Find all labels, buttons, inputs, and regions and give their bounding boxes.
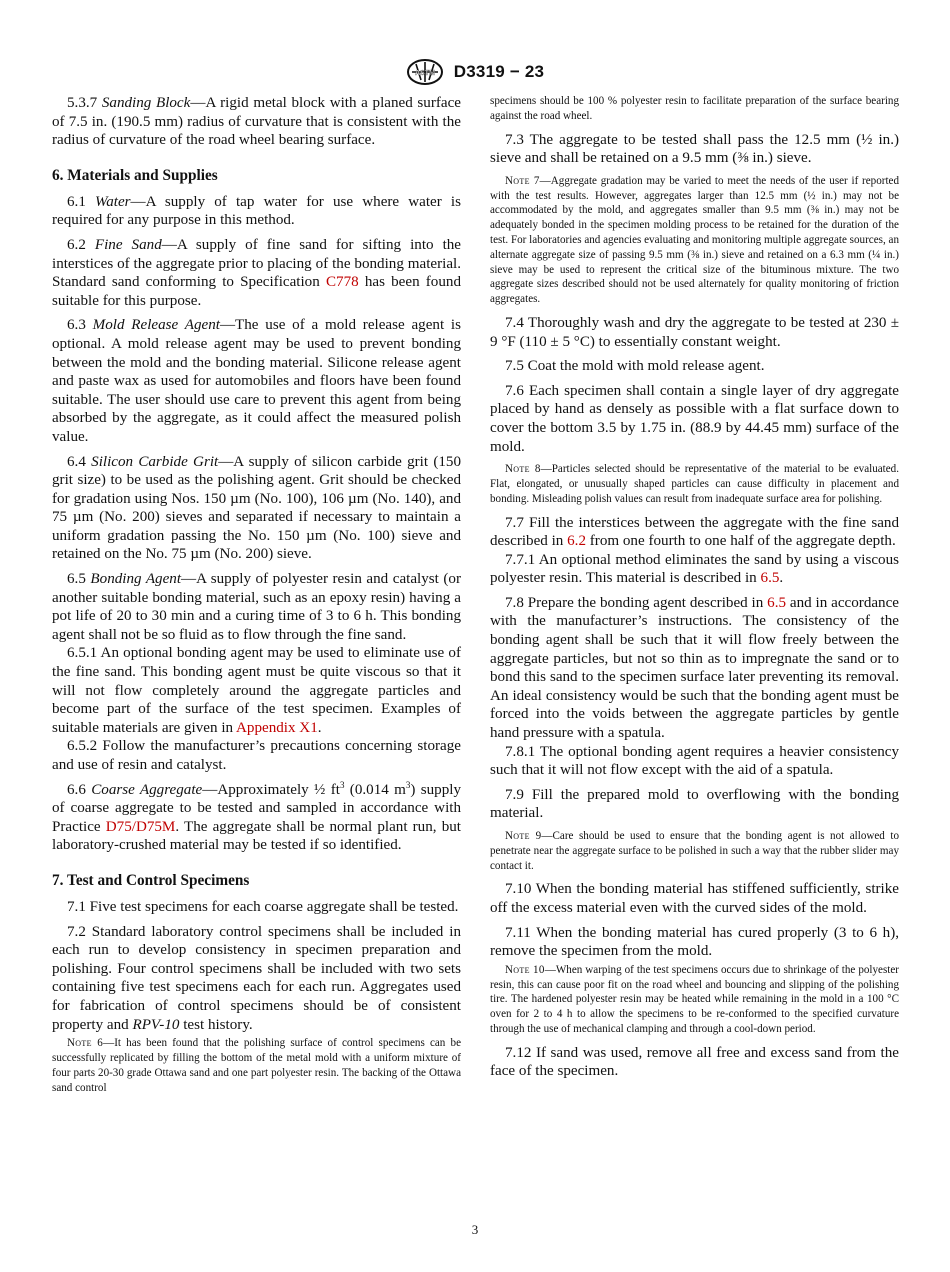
paragraph-7-6: 7.6 Each specimen shall contain a single layer of dry aggregate placed by hand as densely as possible with a flat surface down to cover the bottom 3.5 by 1.75 in. (88.9 by 44.45 mm) surface of the mold.	[490, 382, 899, 455]
note-8: Note 8—Particles selected should be representative of the material to be evaluated. Flat, elongated, or unusually shaped particles can cause difficulty in placement and bonding. Misleading polish values can result from inadequate surface area for polishing.	[490, 463, 899, 505]
paragraph-7-5: 7.5 Coat the mold with mold release agent.	[505, 358, 765, 375]
note-6-continued: specimens should be 100 % polyester resin to facilitate preparation of the surface bearing against the road wheel.	[490, 95, 899, 122]
section-heading-specimens: 7. Test and Control Specimens	[52, 871, 250, 889]
link-6-2[interactable]: 6.2	[567, 533, 586, 550]
paragraph-7-9: 7.9 Fill the prepared mold to overflowing with the bonding material.	[490, 786, 899, 822]
paragraph-7-12: 7.12 If sand was used, remove all free and excess sand from the face of the specimen.	[490, 1044, 899, 1080]
paragraph-7-1: 7.1 Five test specimens for each coarse aggregate shall be tested.	[67, 898, 459, 915]
left-column	[52, 94, 461, 1102]
note-7: Note 7—Aggregate gradation may be varied to meet the needs of the user if reported with the test results. However, aggregates larger than 12.5 mm (½ in.) may not be accommodated by the mold, and aggregates smaller than 9.5 mm (⅜ in.) may not be adequately bonded in the specimen molding process to be retained for the duration of the test. For laboratories and agencies evaluating and monitoring multiple aggregate sources, an alternate aggregate size of passing 9.5 mm (⅜ in.) sieve and retained on a 6.3 mm (¼ in.) sieve may be used to represent the critical size of the bituminous mixture. The two aggregate sizes described should not be used alternately for quality monitoring of friction aggregates.	[490, 174, 899, 306]
link-6-5-b[interactable]: 6.5	[767, 594, 787, 611]
paragraph-6-4: 6.4 Silicon Carbide Grit—A supply of silicon carbide grit (150 grit size) to be used as the polishing agent. Grit should be checked for gradation using Nos. 150 µm (No. 100), 106 µm (No. 140), and 75 µm (No. 200) sieves and separated if necessary to maintain a uniform gradation passing the No. 150 µm (No. 100) sieve and retained on the No. 75 µm (No. 200) sieve.	[52, 453, 461, 563]
paragraph-6-6: 6.6 Coarse Aggregate—Approximately ½ $ft^3$ (0.014 $m^3$) supply of coarse aggregate to be tested and sampled in accordance with Practice D75/D75M. The aggregate shall be normal plant run, but laboratory-crushed material may be tested if so identified.	[52, 779, 462, 854]
paragraph-6-5-1: 6.5.1 An optional bonding agent may be used to eliminate use of the fine sand. This bonding agent must be quite viscous so that it will not flow completely around the aggregate particles and become part of the surface of the test specimen. Examples of suitable materials are given in Appendix X1.	[52, 645, 461, 736]
paragraph-7-8: 7.8 Prepare the bonding agent described in 6.5 and in accordance with the manufacturer’s instructions. The consistency of the bonding agent shall be such that it will flow freely between the aggregate particles, but not so thin as to impregnate the sand or to bond this sand to the specimen surface later preventing its removal. An ideal consistency would be such that the bonding agent must be forced into the voids between the aggregate particles by gentle hand pressure with a spatula.	[490, 594, 900, 742]
link-d75[interactable]: D75/D75M	[105, 818, 176, 835]
paragraph-7-11: 7.11 When the bonding material has cured properly (3 to 6 h), remove the specimen from the mold.	[490, 924, 899, 960]
right-column	[490, 94, 899, 1087]
section-heading-materials: 6. Materials and Supplies	[52, 166, 218, 184]
paragraph-7-10: 7.10 When the bonding material has stiffened sufficiently, strike off the excess material even with the curved sides of the mold.	[490, 881, 899, 916]
astm-logo-icon	[406, 58, 444, 86]
paragraph-7-7-1: 7.7.1 An optional method eliminates the sand by using a viscous polyester resin. This material is described in 6.5.	[490, 551, 899, 587]
note-6: Note 6—It has been found that the polishing surface of control specimens can be successfully replicated by filling the bottom of the metal mold with a uniform mixture of four parts 20-30 grade Ottawa sand and one part polyester resin. The backing of the Ottawa sand control	[52, 1037, 461, 1094]
paragraph-5-3-7: 5.3.7 Sanding Block—A rigid metal block with a planed surface of 7.5 in. (190.5 mm) radius of curvature that is consistent with the radius of curvature of the road wheel bearing surface.	[52, 95, 461, 149]
paragraph-6-1: 6.1 Water—A supply of tap water for use where water is required for any purpose in this method.	[52, 193, 461, 229]
page-number: 3	[471, 1222, 479, 1237]
paragraph-6-2: 6.2 Fine Sand—A supply of fine sand for sifting into the interstices of the aggregate prior to placing of the bonding material. Standard sand conforming to Specification C778 has been found suitable for this purpose.	[52, 236, 462, 309]
paragraph-6-3: 6.3 Mold Release Agent—The use of a mold release agent is optional. A mold release agent may be used to prevent bonding between the mold and the bonding material. Silicone release agent and paste wax as used for automobiles and floors have been found suitable. The user should use care to prevent this agent from being absorbed by the aggregate, as it could affect the measured polish value.	[52, 317, 461, 445]
note-9: Note 9—Care should be used to ensure that the bonding agent is not allowed to penetrate near the aggregate surface to be polished in such a way that the rubber slider may contact it.	[490, 830, 899, 872]
page-header	[0, 58, 950, 86]
link-c778[interactable]: C778	[325, 274, 359, 291]
paragraph-7-8-1: 7.8.1 The optional bonding agent requires a heavier consistency such that it will not flow except with the aid of a spatula.	[490, 743, 899, 779]
paragraph-7-7: 7.7 Fill the interstices between the aggregate with the fine sand described in 6.2 from one fourth to one half of the aggregate depth.	[490, 514, 899, 550]
paragraph-7-3: 7.3 The aggregate to be tested shall pass the 12.5 mm (½ in.) sieve and shall be retained on a 9.5 mm (⅜ in.) sieve.	[490, 131, 899, 167]
document-code: D3319 − 23	[453, 62, 545, 81]
paragraph-6-5-2: 6.5.2 Follow the manufacturer’s precautions concerning storage and use of resin and catalyst.	[52, 738, 461, 773]
svg-text:ASTM: ASTM	[414, 70, 435, 77]
paragraph-7-2: 7.2 Standard laboratory control specimens shall be included in each run to develop consistency in specimen preparation and polishing. Four control specimens shall be included with two sets containing five test specimens each for each run. Aggregates used for fabrication of control specimens should be of consistent property and RPV-10 test history.	[52, 923, 461, 1033]
note-10: Note 10—When warping of the test specimens occurs due to shrinkage of the polyester resin, this can cause poor fit on the road wheel and bouncing and slipping of the polishing tire. The hardened polyester resin may be heated while remaining in the mold in a 100 °C oven for 2 to 4 h to allow the specimens to be re-conformed to the specified curvature through the use of mechanical clamping and through a cool-down period.	[490, 963, 899, 1035]
paragraph-6-5: 6.5 Bonding Agent—A supply of polyester resin and catalyst (or another suitable bonding material, such as an epoxy resin) having a pot life of 20 to 30 min and a curing time of 3 to 6 h. This bonding agent shall not be so fluid as to flow through the fine sand.	[52, 571, 461, 643]
link-6-5[interactable]: 6.5	[760, 570, 780, 587]
link-appendix-x1[interactable]: Appendix X1	[236, 719, 318, 736]
paragraph-7-4: 7.4 Thoroughly wash and dry the aggregate to be tested at 230 ± 9 °F (110 ± 5 °C) to essentially constant weight.	[490, 314, 899, 350]
